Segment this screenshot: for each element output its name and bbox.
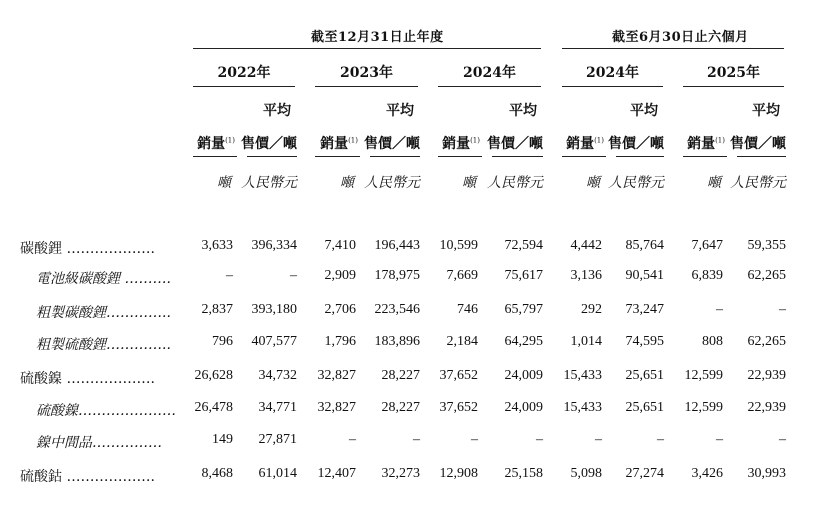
- cell-price: 74,595: [625, 334, 664, 349]
- row-label: 碳酸鋰 ……………….: [20, 241, 155, 257]
- cell-price: 223,546: [374, 302, 420, 317]
- column-rule: [370, 156, 420, 157]
- cell-price: –: [779, 432, 786, 447]
- cell-volume: 3,426: [691, 466, 723, 481]
- cell-volume: 6,839: [691, 268, 723, 283]
- column-rule: [438, 156, 482, 157]
- year-header: 2025年: [707, 65, 760, 81]
- year-header: 2023年: [340, 65, 393, 81]
- cell-volume: 5,098: [570, 466, 602, 481]
- cell-volume: 32,827: [317, 368, 356, 383]
- cell-price: 59,355: [747, 238, 786, 253]
- cell-price: 24,009: [504, 368, 543, 383]
- cell-volume: 4,442: [570, 238, 602, 253]
- year-header: 2022年: [217, 65, 271, 81]
- column-rule: [737, 156, 786, 157]
- cell-volume: 26,628: [194, 368, 233, 383]
- row-label: 粗製硫酸鋰…………..: [36, 337, 171, 353]
- cell-price: 196,443: [374, 238, 420, 253]
- cell-price: 62,265: [747, 268, 786, 283]
- cell-volume: 26,478: [194, 400, 233, 415]
- row-label: 硫酸鎳 ……………….: [20, 371, 155, 387]
- row-label: 鎳中間品……………: [36, 435, 162, 451]
- avg-price-per-ton-label: 售價／噸: [241, 136, 297, 152]
- sales-volume-text: 銷量: [687, 136, 716, 152]
- cell-price: 65,797: [504, 302, 543, 317]
- column-rule: [492, 156, 543, 157]
- cell-volume: 3,136: [570, 268, 602, 283]
- cell-price: 25,651: [625, 400, 664, 415]
- column-rule: [247, 156, 297, 157]
- cell-price: –: [657, 432, 664, 447]
- cell-price: 28,227: [381, 400, 420, 415]
- year-rule: [562, 86, 663, 87]
- period-half-rule: [562, 48, 784, 49]
- cell-volume: –: [349, 432, 356, 447]
- row-label: 硫酸鈷 ……………….: [20, 469, 155, 485]
- column-rule: [562, 156, 606, 157]
- cell-volume: 32,827: [317, 400, 356, 415]
- cell-price: 90,541: [625, 268, 664, 283]
- cell-volume: 149: [212, 432, 233, 447]
- cell-price: 183,896: [374, 334, 420, 349]
- unit-rmb: 人民幣元: [364, 175, 420, 191]
- cell-volume: 746: [457, 302, 478, 317]
- cell-volume: 7,669: [446, 268, 478, 283]
- column-rule: [616, 156, 664, 157]
- cell-volume: –: [716, 432, 723, 447]
- cell-price: –: [413, 432, 420, 447]
- year-rule: [193, 86, 295, 87]
- cell-volume: 12,908: [439, 466, 478, 481]
- cell-price: –: [779, 302, 786, 317]
- avg-label: 平均: [263, 103, 291, 119]
- cell-price: 75,617: [504, 268, 543, 283]
- footnote-marker: (1): [348, 136, 358, 145]
- unit-ton: 噸: [340, 175, 354, 191]
- unit-rmb: 人民幣元: [608, 175, 664, 191]
- avg-price-per-ton-label: 售價／噸: [487, 136, 543, 152]
- year-header: 2024年: [586, 65, 639, 81]
- cell-volume: 1,014: [570, 334, 602, 349]
- cell-volume: –: [471, 432, 478, 447]
- unit-ton: 噸: [707, 175, 721, 191]
- cell-volume: 2,837: [201, 302, 233, 317]
- cell-price: 72,594: [504, 238, 543, 253]
- cell-volume: 1,796: [324, 334, 356, 349]
- cell-volume: 2,706: [324, 302, 356, 317]
- cell-price: 85,764: [625, 238, 664, 253]
- year-rule: [438, 86, 541, 87]
- column-rule: [193, 156, 237, 157]
- cell-volume: 12,407: [317, 466, 356, 481]
- cell-price: 396,334: [251, 238, 297, 253]
- unit-rmb: 人民幣元: [241, 175, 297, 191]
- footnote-marker: (1): [594, 136, 604, 145]
- cell-price: 24,009: [504, 400, 543, 415]
- avg-price-per-ton-label: 售價／噸: [364, 136, 420, 152]
- cell-price: –: [290, 268, 297, 283]
- cell-volume: 8,468: [201, 466, 233, 481]
- footnote-marker: (1): [225, 136, 235, 145]
- cell-price: 22,939: [747, 368, 786, 383]
- cell-volume: 12,599: [684, 368, 723, 383]
- unit-ton: 噸: [217, 175, 231, 191]
- unit-ton: 噸: [586, 175, 600, 191]
- row-label: 粗製碳酸鋰…………..: [36, 305, 171, 321]
- sales-volume-label: [197, 133, 235, 153]
- sales-volume-text: 銷量: [566, 136, 595, 152]
- cell-price: 25,158: [504, 466, 543, 481]
- cell-volume: –: [226, 268, 233, 283]
- sales-volume-text: 銷量: [442, 136, 471, 152]
- avg-price-per-ton-label: 售價／噸: [608, 136, 664, 152]
- cell-price: 25,651: [625, 368, 664, 383]
- year-rule: [315, 86, 418, 87]
- cell-price: 30,993: [747, 466, 786, 481]
- period-annual-rule: [193, 48, 541, 49]
- cell-price: –: [536, 432, 543, 447]
- cell-price: 32,273: [381, 466, 420, 481]
- cell-price: 393,180: [251, 302, 297, 317]
- cell-price: 62,265: [747, 334, 786, 349]
- cell-volume: –: [716, 302, 723, 317]
- cell-volume: 37,652: [439, 368, 478, 383]
- sales-volume-text: 銷量: [320, 136, 349, 152]
- column-rule: [315, 156, 360, 157]
- cell-volume: 808: [702, 334, 723, 349]
- row-label: 電池級碳酸鋰 ……….: [36, 271, 171, 287]
- sales-volume-text: 銷量: [197, 136, 226, 152]
- footnote-marker: (1): [470, 136, 480, 145]
- sales-volume-label: [442, 133, 480, 153]
- sales-volume-label: [566, 133, 604, 153]
- period-half-header: 截至6月30日止六個月: [612, 30, 749, 45]
- cell-price: 34,732: [258, 368, 297, 383]
- cell-price: 22,939: [747, 400, 786, 415]
- cell-price: 73,247: [625, 302, 664, 317]
- cell-price: 28,227: [381, 368, 420, 383]
- sales-volume-label: [320, 133, 358, 153]
- cell-volume: 15,433: [563, 368, 602, 383]
- row-label: 硫酸鎳…………………: [36, 403, 176, 419]
- cell-volume: 12,599: [684, 400, 723, 415]
- cell-volume: 2,184: [446, 334, 478, 349]
- avg-label: 平均: [386, 103, 414, 119]
- column-rule: [683, 156, 727, 157]
- sales-volume-label: [687, 133, 725, 153]
- avg-price-per-ton-label: 售價／噸: [730, 136, 786, 152]
- cell-volume: 7,647: [691, 238, 723, 253]
- avg-label: 平均: [509, 103, 537, 119]
- cell-volume: 37,652: [439, 400, 478, 415]
- cell-volume: 10,599: [439, 238, 478, 253]
- unit-rmb: 人民幣元: [730, 175, 786, 191]
- cell-volume: 15,433: [563, 400, 602, 415]
- avg-label: 平均: [752, 103, 780, 119]
- cell-price: 34,771: [258, 400, 297, 415]
- cell-volume: 796: [212, 334, 233, 349]
- cell-price: 27,871: [258, 432, 297, 447]
- unit-ton: 噸: [462, 175, 476, 191]
- cell-price: 27,274: [625, 466, 664, 481]
- unit-rmb: 人民幣元: [487, 175, 543, 191]
- cell-price: 64,295: [504, 334, 543, 349]
- footnote-marker: (1): [715, 136, 725, 145]
- cell-price: 407,577: [251, 334, 297, 349]
- cell-volume: 2,909: [324, 268, 356, 283]
- year-rule: [683, 86, 784, 87]
- year-header: 2024年: [463, 65, 516, 81]
- cell-volume: –: [595, 432, 602, 447]
- cell-price: 61,014: [258, 466, 297, 481]
- avg-label: 平均: [630, 103, 658, 119]
- cell-volume: 3,633: [201, 238, 233, 253]
- cell-volume: 7,410: [324, 238, 356, 253]
- cell-volume: 292: [581, 302, 602, 317]
- period-annual-header: 截至12月31日止年度: [311, 30, 444, 45]
- cell-price: 178,975: [374, 268, 420, 283]
